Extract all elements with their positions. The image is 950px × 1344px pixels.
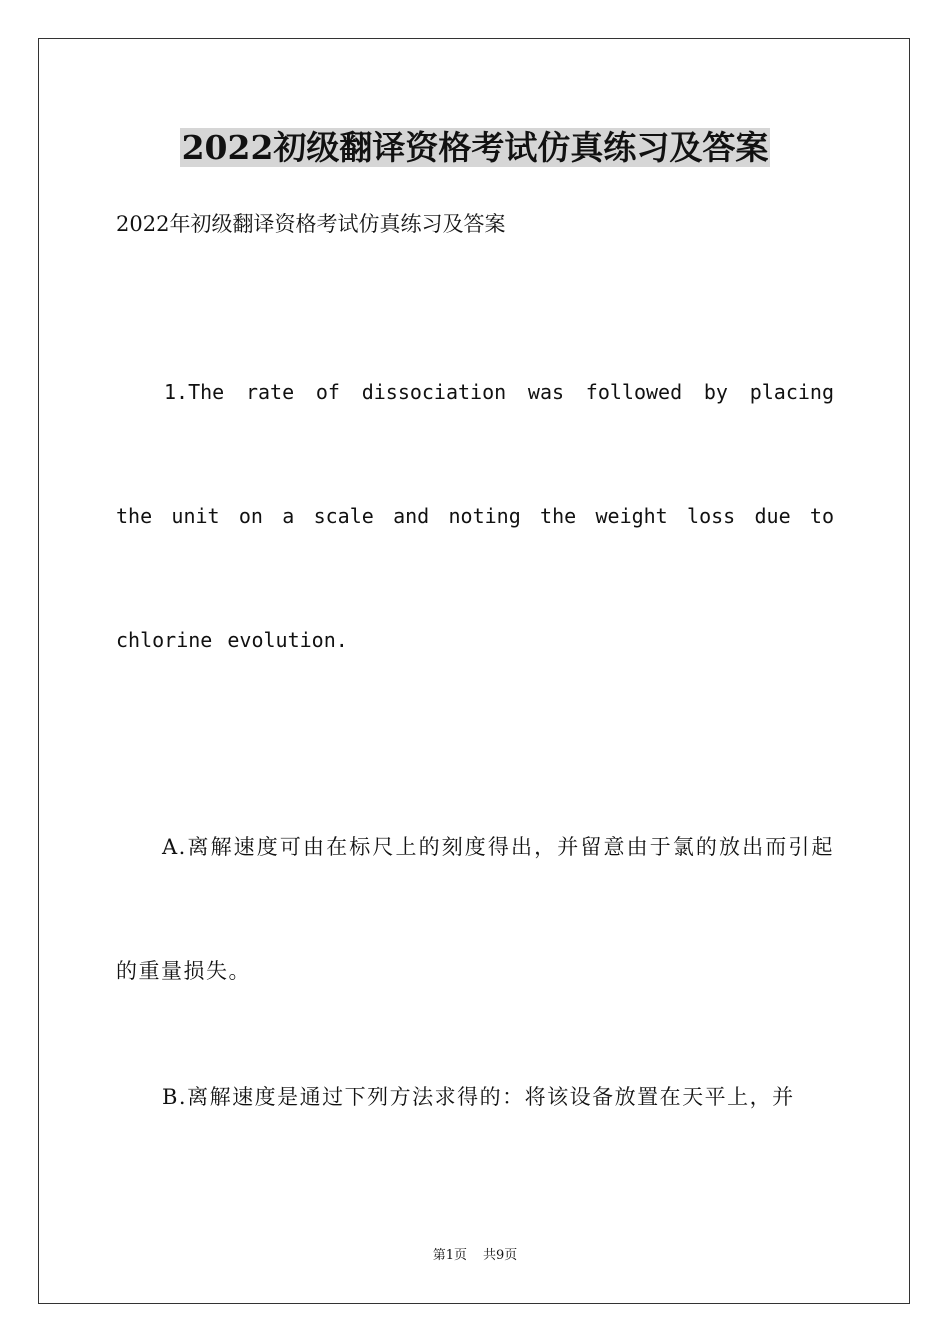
document-title [0, 126, 950, 170]
page-footer [0, 1246, 950, 1266]
document-title-text: 2022初级翻译资格考试仿真练习及答案 [181, 128, 769, 167]
page-number: 第1页 [432, 1248, 467, 1263]
page-total: 共9页 [483, 1248, 518, 1263]
answer-option-a: A.离解速度可由在标尺上的刻度得出，并留意由于氯的放出而引起的重量损失。 [116, 835, 834, 983]
answer-option-b: B.离解速度是通过下列方法求得的：将该设备放置在天平上，并 [162, 1085, 795, 1109]
document-subtitle: 2022年初级翻译资格考试仿真练习及答案 [116, 212, 506, 236]
question-text: 1.The rate of dissociation was followed by placing the unit on a scale and noting the weight loss due to chlorine evolution. [116, 380, 834, 652]
